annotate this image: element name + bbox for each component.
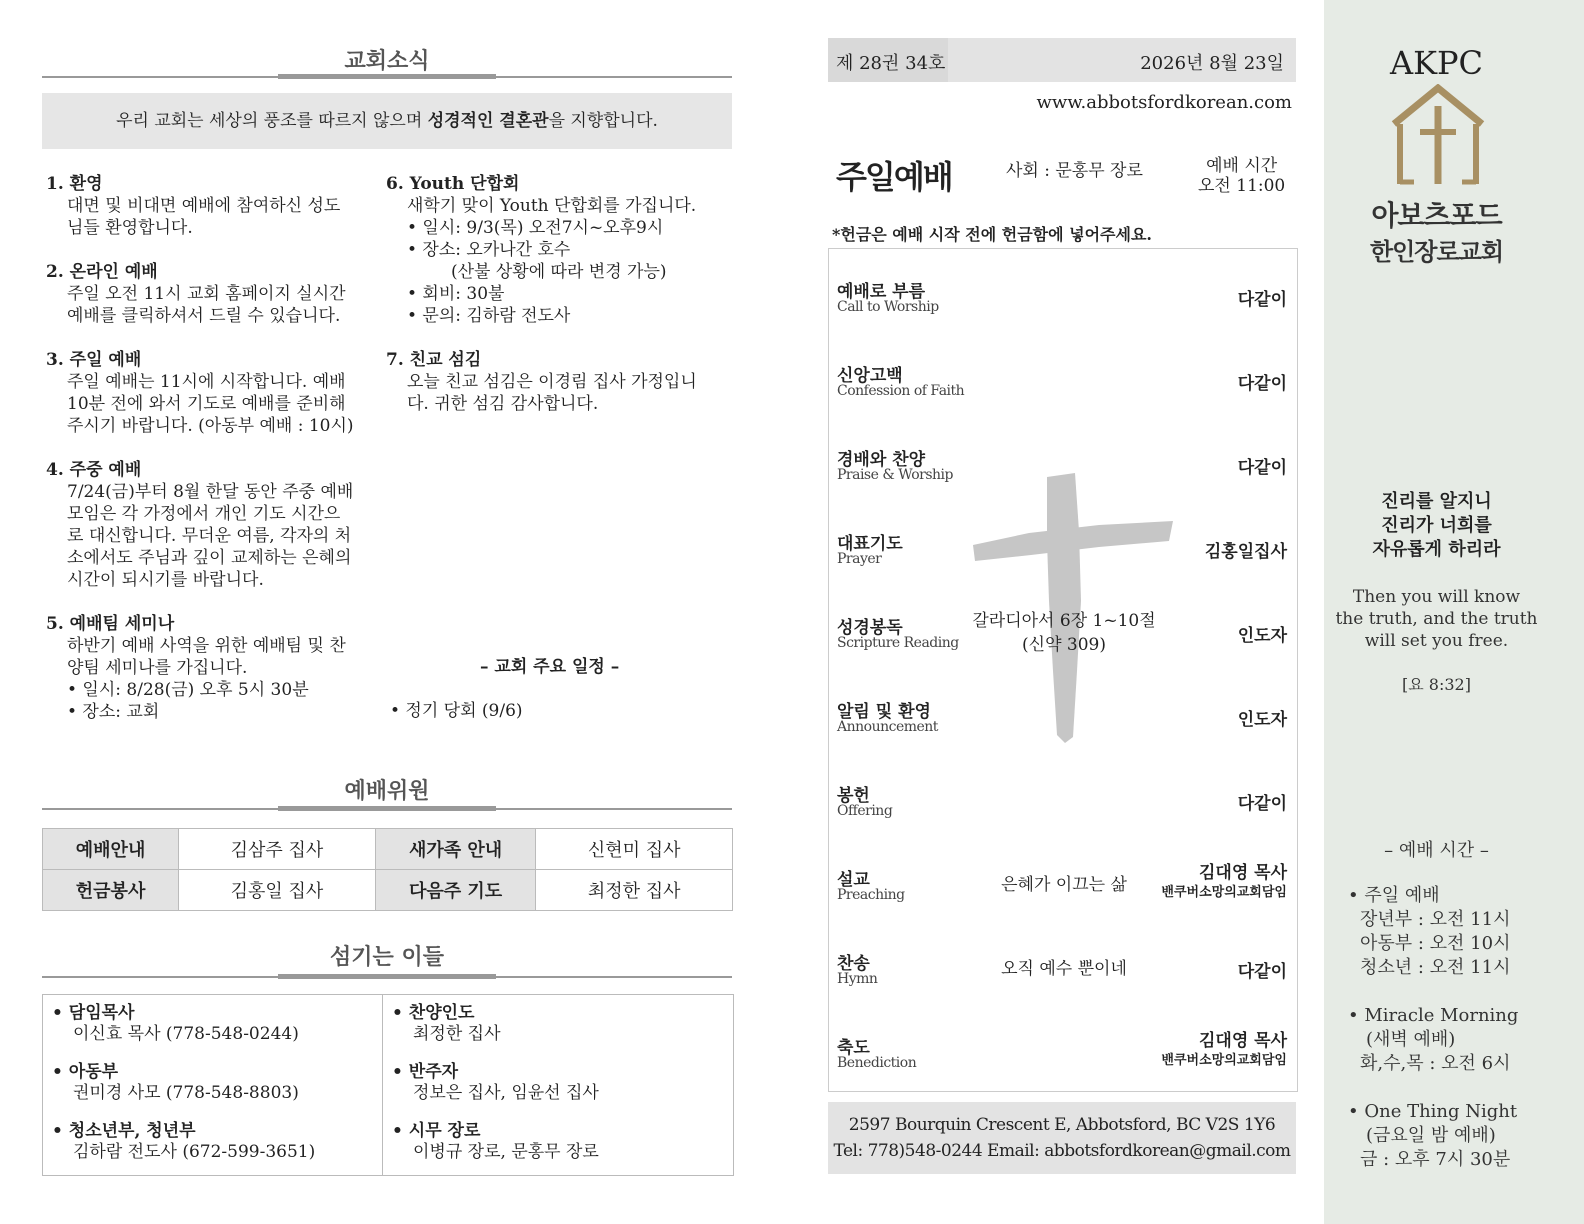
order-item-english: Announcement <box>837 719 938 735</box>
order-item-korean: 축도 <box>837 1038 870 1058</box>
staff-role: • 찬양인도 <box>392 1003 475 1023</box>
news-column-2 <box>386 173 731 437</box>
news-bullet: • 문의: 김하람 전도사 <box>407 306 571 326</box>
duty-role: 예배안내 <box>43 829 179 870</box>
order-item-leader <box>1161 1031 1287 1071</box>
logo-text: AKPC <box>1389 44 1484 82</box>
news-heading: 7. 친교 섬김 <box>386 350 482 370</box>
news-item <box>386 173 731 327</box>
leader-name: 김대영 목사 <box>1198 1031 1287 1051</box>
news-heading: 3. 주일 예배 <box>46 350 142 370</box>
news-body-line: 주시기 바랍니다. (아동부 예배 : 10시) <box>67 416 354 436</box>
volume-number: 제 28권 34호 <box>836 53 946 74</box>
duty-section-title: 예배위원 <box>344 778 430 804</box>
worship-time-line: 아동부 : 오전 10시 <box>1360 933 1511 954</box>
news-section-title: 교회소식 <box>344 48 430 74</box>
news-body-line: 주일 예배는 11시에 시작합니다. 예배 <box>67 372 346 392</box>
order-item-english: Offering <box>837 803 893 819</box>
news-rule-accent <box>278 74 496 79</box>
order-row <box>829 589 1297 673</box>
news-item <box>46 261 386 327</box>
duty-person: 김홍일 집사 <box>179 870 376 911</box>
table-row <box>43 829 733 870</box>
order-item-english: Preaching <box>837 887 905 903</box>
bulletin-date: 2026년 8월 23일 <box>1140 53 1284 74</box>
news-body-line: 로 대신합니다. 무더운 여름, 각자의 처 <box>67 526 352 546</box>
order-item-detail <box>969 957 1159 981</box>
staff-role: • 담임목사 <box>52 1003 135 1023</box>
news-bullet: • 장소: 오카나간 호수 <box>407 240 571 260</box>
presider: 사회 : 문홍무 장로 <box>1006 161 1143 181</box>
order-item-leader: 인도자 <box>1237 626 1287 646</box>
news-bullet: • 일시: 9/3(목) 오전7시~오후9시 <box>407 218 664 238</box>
worship-time-line: 금 : 오후 7시 30분 <box>1360 1149 1511 1170</box>
worship-times-title: – 예배 시간 – <box>1384 840 1489 861</box>
order-item-detail <box>969 873 1159 897</box>
staff-rule-accent <box>278 974 496 979</box>
order-row <box>829 841 1297 925</box>
church-name: 아보츠포드 한인장로교회 <box>1369 199 1504 266</box>
worship-time-item <box>1348 884 1518 980</box>
news-bullet: • 회비: 30불 <box>407 284 505 304</box>
order-item-korean: 대표기도 <box>837 534 903 554</box>
order-item-leader: 다같이 <box>1237 374 1287 394</box>
news-body-line: 오늘 친교 섬김은 이경림 집사 가정입니 <box>407 372 697 392</box>
duty-role: 다음주 기도 <box>375 870 536 911</box>
staff-item <box>52 1062 315 1104</box>
news-body-line: 님들 환영합니다. <box>67 218 193 238</box>
staff-item <box>392 1062 599 1104</box>
news-body-line: 예배를 클릭하셔서 드릴 수 있습니다. <box>67 306 341 326</box>
order-row <box>829 1009 1297 1093</box>
duty-role: 새가족 안내 <box>375 829 536 870</box>
worship-time-line: (금요일 밤 예배) <box>1366 1125 1496 1146</box>
news-heading: 6. Youth 단합회 <box>386 174 520 194</box>
worship-time-line: 화,수,목 : 오전 6시 <box>1360 1053 1511 1074</box>
staff-item <box>52 1003 315 1045</box>
news-bullet: • 일시: 8/28(금) 오후 5시 30분 <box>67 680 309 700</box>
duty-person: 신현미 집사 <box>536 829 733 870</box>
verse-english: Then you will know the truth, and the truth will set you free. <box>1335 587 1538 651</box>
order-row <box>829 673 1297 757</box>
order-row <box>829 925 1297 1009</box>
staff-name: 권미경 사모 (778-548-8803) <box>73 1083 299 1103</box>
order-item-leader: 다같이 <box>1237 794 1287 814</box>
duty-role: 헌금봉사 <box>43 870 179 911</box>
news-body-line: 다. 귀한 섬김 감사합니다. <box>407 394 599 414</box>
staff-name: 이신효 목사 (778-548-0244) <box>73 1024 299 1044</box>
schedule-title: – 교회 주요 일정 – <box>480 657 620 677</box>
worship-time-item <box>1348 1004 1518 1076</box>
staff-name: 최정한 집사 <box>413 1024 501 1044</box>
news-body-line: 양팀 세미나를 가집니다. <box>67 658 248 678</box>
news-body-line: 새학기 맞이 Youth 단합회를 가집니다. <box>407 196 697 216</box>
staff-name: 김하람 전도사 (672-599-3651) <box>73 1142 316 1162</box>
leader-church: 밴쿠버소망의교회담임 <box>1161 1053 1287 1068</box>
order-item-korean: 성경봉독 <box>837 618 903 638</box>
order-row <box>829 421 1297 505</box>
leader-church: 밴쿠버소망의교회담임 <box>1161 885 1287 900</box>
contact-box <box>828 1102 1296 1174</box>
order-item-korean: 설교 <box>837 870 870 890</box>
staff-column-1 <box>52 1003 315 1180</box>
news-body-line: 하반기 예배 사역을 위한 예배팀 및 찬 <box>67 636 346 656</box>
staff-item <box>52 1121 315 1163</box>
order-item-english: Scripture Reading <box>837 635 959 651</box>
order-item-korean: 알림 및 환영 <box>837 702 931 722</box>
order-detail-line: 오직 예수 뿐이네 <box>1001 959 1127 979</box>
order-item-korean: 신앙고백 <box>837 366 903 386</box>
marriage-notice: 우리 교회는 세상의 풍조를 따르지 않으며 성경적인 결혼관을 지향합니다. <box>42 93 732 149</box>
order-item-leader: 인도자 <box>1237 710 1287 730</box>
order-item-english: Call to Worship <box>837 299 939 315</box>
church-website[interactable]: www.abbotsfordkorean.com <box>1036 92 1292 113</box>
duty-person: 최정한 집사 <box>536 870 733 911</box>
duty-rule-accent <box>278 806 496 811</box>
order-row <box>829 253 1297 337</box>
order-item-english: Praise & Worship <box>837 467 953 483</box>
table-row <box>43 870 733 911</box>
order-item-leader: 다같이 <box>1237 458 1287 478</box>
news-item <box>46 173 386 239</box>
news-body-line: 시간이 되시기를 바랍니다. <box>67 570 264 590</box>
order-detail-line: 은혜가 이끄는 삶 <box>1001 875 1127 895</box>
worship-time-heading: • One Thing Night <box>1348 1101 1518 1122</box>
schedule-item: • 정기 당회 (9/6) <box>390 701 523 721</box>
staff-role: • 반주자 <box>392 1062 459 1082</box>
duty-table <box>42 828 733 911</box>
news-heading: 2. 온라인 예배 <box>46 262 158 282</box>
worship-title: 주일예배 <box>836 158 952 196</box>
news-body-line: 주일 오전 11시 교회 홈페이지 실시간 <box>67 284 346 304</box>
verse-korean: 진리를 알지니 진리가 너희를 자유롭게 하리라 <box>1372 491 1501 560</box>
staff-role: • 시무 장로 <box>392 1121 481 1141</box>
news-bullet: • 장소: 교회 <box>67 702 160 722</box>
order-item-leader <box>1161 863 1287 903</box>
news-heading: 4. 주중 예배 <box>46 460 142 480</box>
news-item <box>46 613 386 723</box>
duty-person: 김삼주 집사 <box>179 829 376 870</box>
offering-note: *헌금은 예배 시작 전에 헌금함에 넣어주세요. <box>832 225 1152 244</box>
church-address: 2597 Bourquin Crescent E, Abbotsford, BC V2S 1Y6 <box>848 1115 1276 1135</box>
order-item-english: Hymn <box>837 971 878 987</box>
news-item <box>46 459 386 591</box>
staff-name: 이병규 장로, 문홍무 장로 <box>413 1142 599 1162</box>
order-item-korean: 봉헌 <box>837 786 870 806</box>
order-of-worship <box>828 248 1298 1092</box>
news-column-1 <box>46 173 386 745</box>
worship-times-list <box>1348 884 1518 1196</box>
news-body-line: 모임은 각 가정에서 개인 기도 시간으 <box>67 504 341 524</box>
staff-name: 정보은 집사, 임윤선 집사 <box>413 1083 599 1103</box>
order-item-leader: 김홍일집사 <box>1204 542 1287 562</box>
order-item-korean: 찬송 <box>837 954 870 974</box>
church-contact: Tel: 778)548-0244 Email: abbotsfordkorean@gmail.com <box>833 1141 1291 1161</box>
news-body-line: 대면 및 비대면 예배에 참여하신 성도 <box>67 196 341 216</box>
worship-time: 예배 시간 오전 11:00 <box>1198 156 1286 196</box>
news-sub-note: (산불 상황에 따라 변경 가능) <box>451 262 667 282</box>
verse-reference: [요 8:32] <box>1402 675 1471 694</box>
order-item-leader: 다같이 <box>1237 290 1287 310</box>
news-body-line: 소에서도 주님과 깊이 교제하는 은혜의 <box>67 548 352 568</box>
news-heading: 1. 환영 <box>46 174 103 194</box>
order-detail-line: 갈라디아서 6장 1~10절 <box>972 611 1156 631</box>
staff-item <box>392 1121 599 1163</box>
worship-time-line: (새벽 예배) <box>1366 1029 1456 1050</box>
news-item <box>386 349 731 415</box>
staff-role: • 아동부 <box>52 1062 119 1082</box>
worship-time-heading: • 주일 예배 <box>1348 885 1440 906</box>
staff-column-2 <box>392 1003 599 1180</box>
worship-time-line: 장년부 : 오전 11시 <box>1360 909 1511 930</box>
staff-divider <box>382 994 383 1176</box>
worship-time-item <box>1348 1100 1518 1172</box>
worship-time-line: 청소년 : 오전 11시 <box>1360 957 1511 978</box>
order-item-detail <box>969 609 1159 657</box>
news-item <box>46 349 386 437</box>
order-item-korean: 경배와 찬양 <box>837 450 926 470</box>
worship-time-heading: • Miracle Morning <box>1348 1005 1519 1026</box>
order-row <box>829 337 1297 421</box>
church-house-icon <box>1388 84 1488 188</box>
order-row <box>829 757 1297 841</box>
news-heading: 5. 예배팀 세미나 <box>46 614 175 634</box>
leader-name: 김대영 목사 <box>1198 863 1287 883</box>
order-item-leader: 다같이 <box>1237 962 1287 982</box>
order-item-english: Benediction <box>837 1055 917 1071</box>
news-body-line: 7/24(금)부터 8월 한달 동안 주중 예배 <box>67 482 354 502</box>
issue-bar <box>828 38 1296 82</box>
order-item-english: Prayer <box>837 551 882 567</box>
order-row <box>829 505 1297 589</box>
order-detail-line: (신약 309) <box>1022 635 1106 655</box>
order-item-english: Confession of Faith <box>837 383 965 399</box>
staff-role: • 청소년부, 청년부 <box>52 1121 196 1141</box>
staff-section-title: 섬기는 이들 <box>330 944 444 970</box>
news-body-line: 10분 전에 와서 기도로 예배를 준비해 <box>67 394 346 414</box>
staff-item <box>392 1003 599 1045</box>
order-item-korean: 예배로 부름 <box>837 282 926 302</box>
